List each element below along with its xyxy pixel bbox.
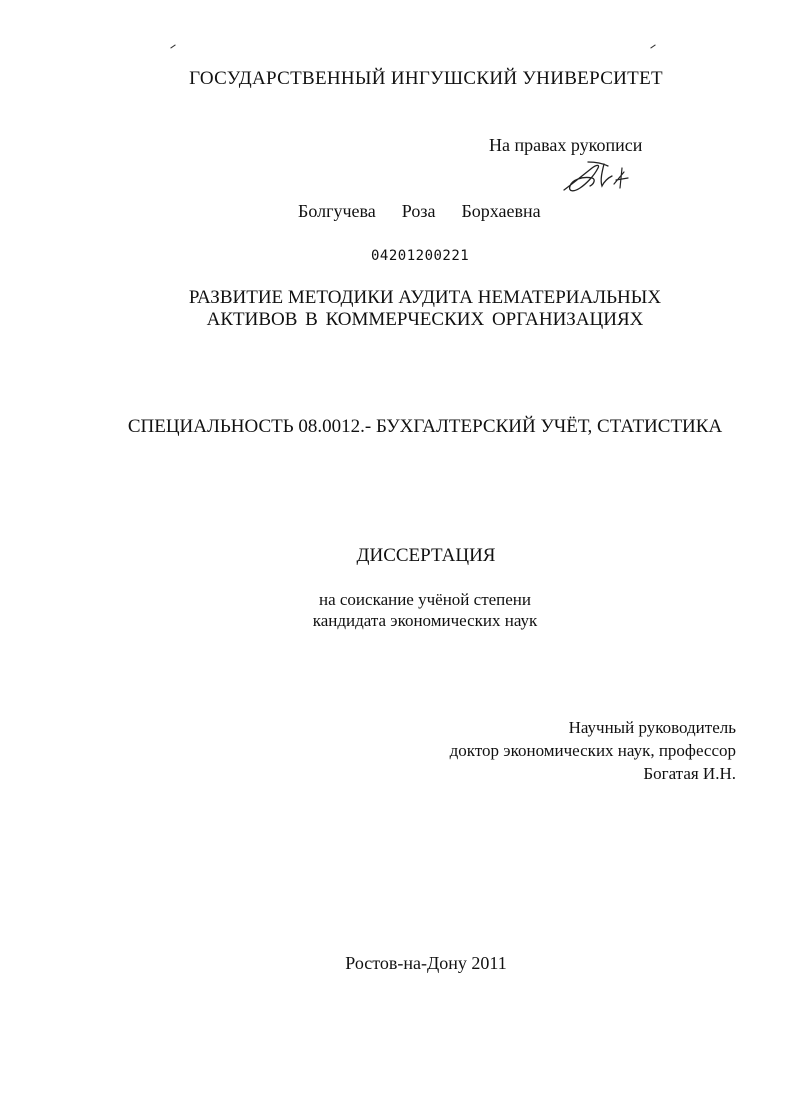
author-patronymic: Борхаевна [461, 201, 541, 221]
supervisor-degree: доктор экономических наук, профессор [449, 741, 736, 760]
handwritten-signature [558, 158, 638, 200]
author-name: Роза [401, 201, 436, 221]
scan-mark-left [170, 44, 175, 48]
registration-number: 04201200221 [371, 248, 470, 264]
specialty-line: СПЕЦИАЛЬНОСТЬ 08.0012.- БУХГАЛТЕРСКИЙ УЧЁТ, СТАТИСТИКА [127, 416, 723, 437]
author-full-name [298, 201, 541, 222]
supervisor-label: Научный руководитель [568, 718, 736, 737]
degree-line-2: кандидата экономических наук [312, 611, 538, 630]
manuscript-note: На правах рукописи [489, 135, 643, 155]
thesis-title-line-1: РАЗВИТИЕ МЕТОДИКИ АУДИТА НЕМАТЕРИАЛЬНЫХ [188, 287, 662, 308]
university-name: ГОСУДАРСТВЕННЫЙ ИНГУШСКИЙ УНИВЕРСИТЕТ [189, 68, 663, 89]
degree-line-1: на соискание учёной степени [318, 590, 532, 609]
author-surname: Болгучева [298, 201, 376, 221]
document-type: ДИССЕРТАЦИЯ [356, 545, 496, 566]
scan-mark-right [650, 44, 655, 48]
city-year: Ростов-на-Дону 2011 [345, 953, 507, 973]
thesis-title-line-2: АКТИВОВ В КОММЕРЧЕСКИХ ОРГАНИЗАЦИЯХ [206, 309, 644, 330]
supervisor-name: Богатая И.Н. [643, 764, 736, 783]
